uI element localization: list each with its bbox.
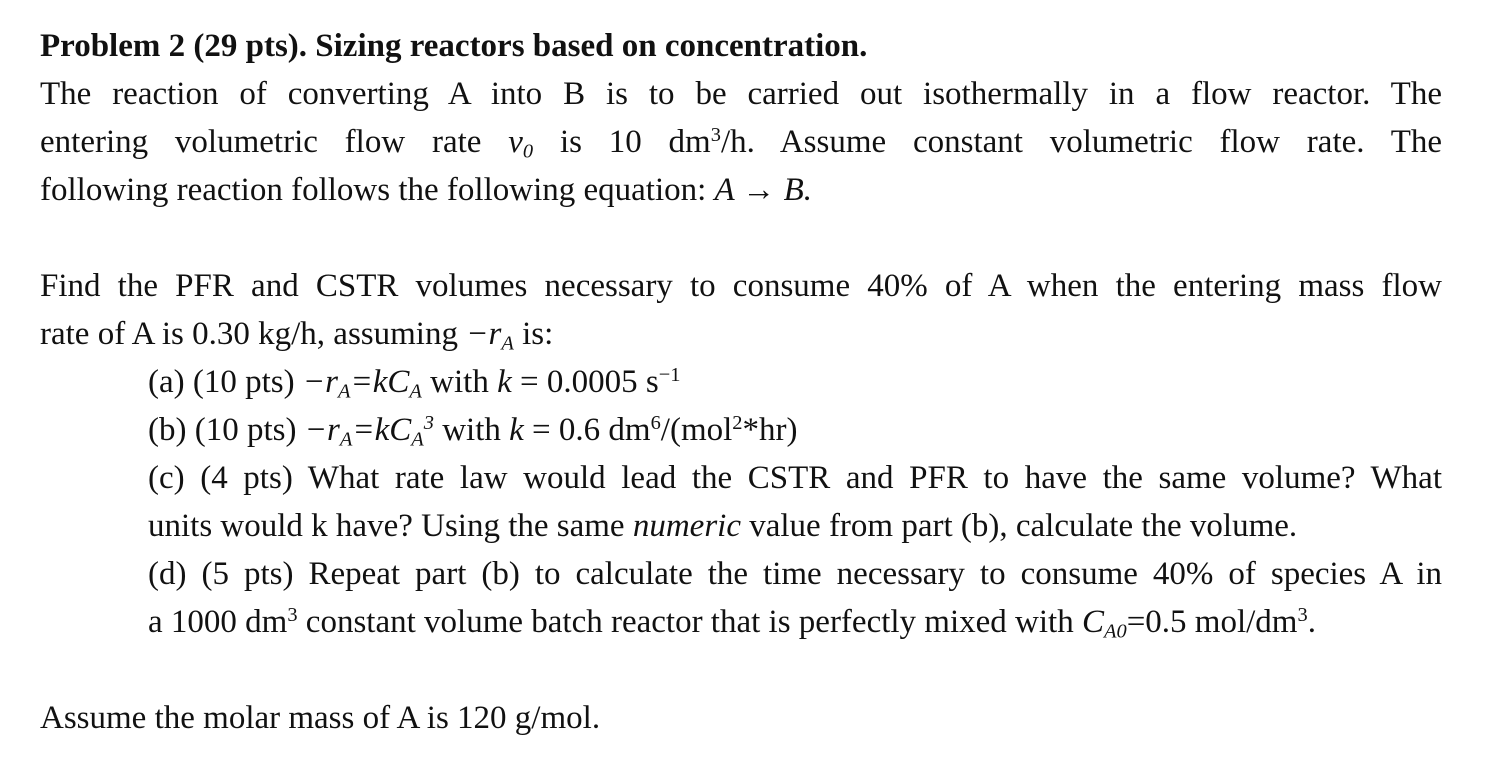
- rate-symbol: $-r_A$: [466, 316, 514, 355]
- part-d-line-1: (d) (5 pts) Repeat part (b) to calculate the time necessary to consume 40% of species A in: [148, 556, 1442, 592]
- task-line-1: Find the PFR and CSTR volumes necessary to consume 40% of A when the entering mass flow: [40, 268, 1442, 304]
- v0-symbol: $v_0$: [508, 124, 534, 163]
- intro-line-3: following reaction follows the following equation: A → B.: [40, 172, 813, 208]
- part-b: (b) (10 $pts) -r_A=kC_A^3$ with k = 0.6 $dm^6/(mol^2*hr)$: [148, 411, 798, 451]
- intro-line-2: entering volumetric flow rate $v_0$ is 10 $dm^3/h$. Assume constant volumetric flow rate. The: [40, 123, 1443, 163]
- part-c-line-1: (c) (4 pts) What rate law would lead the CSTR and PFR to have the same volume? What: [148, 460, 1442, 496]
- footer-note: Assume the molar mass of A is 120 g/mol.: [40, 700, 601, 736]
- intro-line-1: The reaction of converting A into B is to be carried out isothermally in a flow reactor. The: [40, 76, 1442, 112]
- problem-title: Problem 2 (29 pts). Sizing reactors based on concentration.: [40, 28, 868, 64]
- reaction-equation: A → B.: [714, 172, 813, 208]
- part-d-line-2: a 1000 $dm^3$ constant volume batch reactor that is perfectly mixed with $C_{A0}=0.5$ mol/$dm^3$.: [148, 603, 1316, 643]
- part-c-line-2: units would k have? Using the same numeric value from part (b), calculate the volume.: [148, 508, 1298, 544]
- part-a: (a) (10 $pts) -r_A=kC_A$ with k = 0.0005 $s^{-1}$: [148, 363, 681, 403]
- task-line-2: rate of A is 0.30 kg/h, assuming $-r_A$ is:: [40, 316, 554, 355]
